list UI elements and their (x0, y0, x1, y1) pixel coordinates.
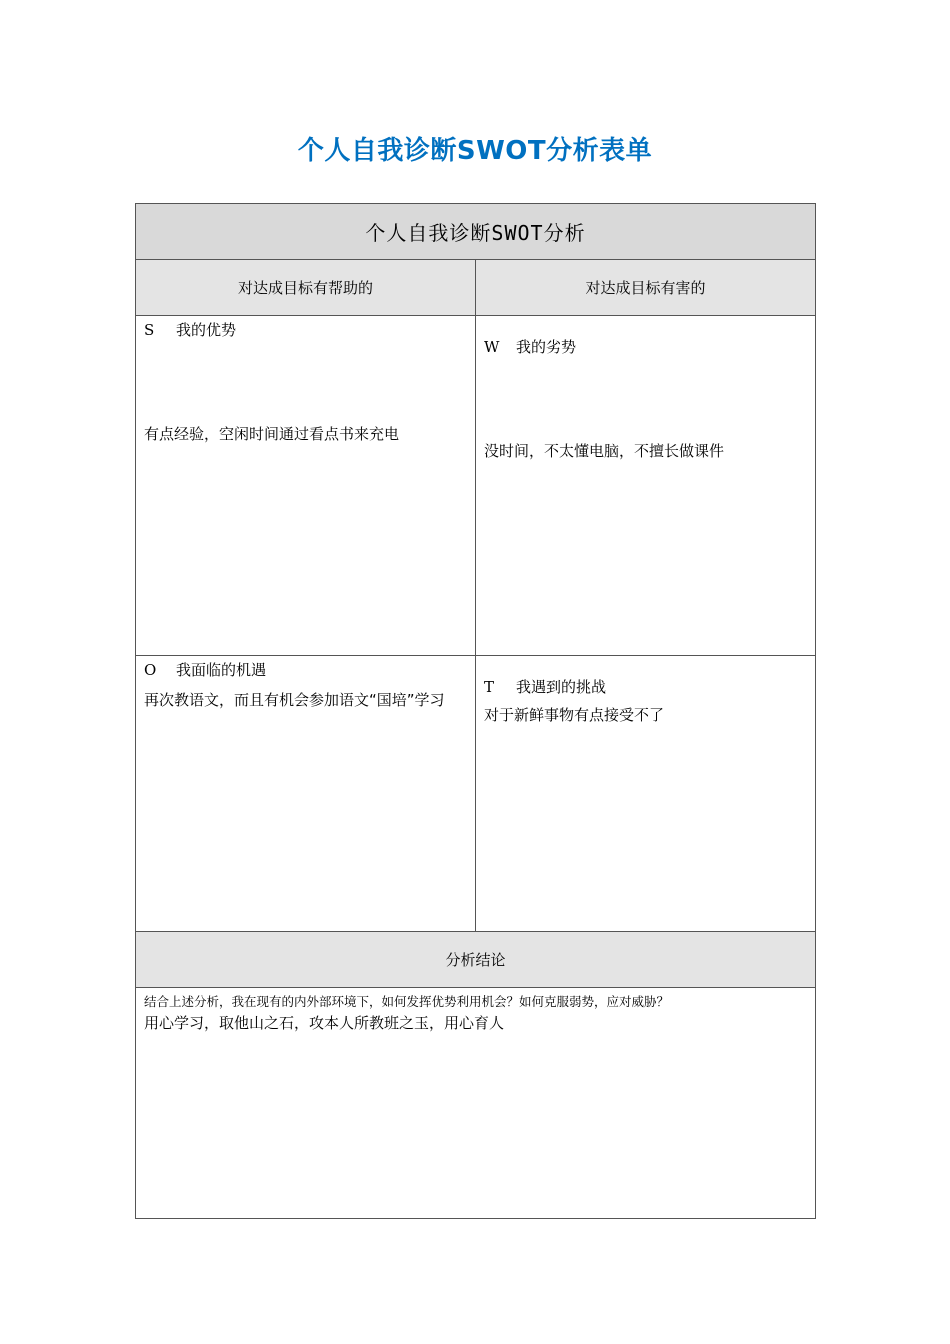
swot-table (135, 203, 816, 1219)
strengths-label: 我的优势 (176, 321, 237, 339)
threats-cell (476, 656, 816, 932)
strengths-cell (136, 316, 476, 656)
weaknesses-heading (484, 337, 807, 357)
threats-label: 我遇到的挑战 (516, 678, 607, 696)
threats-heading (484, 677, 807, 697)
strengths-heading (144, 320, 467, 340)
weaknesses-content: 没时间，不太懂电脑，不擅长做课件 (484, 442, 725, 460)
weaknesses-letter: W (484, 338, 500, 356)
opportunities-heading (144, 660, 467, 680)
threats-content: 对于新鲜事物有点接受不了 (484, 706, 665, 724)
harmful-column-header: 对达成目标有害的 (476, 260, 816, 316)
conclusion-prompt: 结合上述分析，我在现有的内外部环境下，如何发挥优势利用机会？如何克服弱势，应对威胁？ (144, 994, 670, 1009)
conclusion-answer: 用心学习，取他山之石，攻本人所教班之玉，用心育人 (144, 1014, 505, 1032)
opportunities-content: 再次教语文，而且有机会参加语文“国培”学习 (144, 691, 445, 709)
strengths-letter: S (144, 321, 155, 339)
threats-letter: T (484, 678, 495, 696)
document-title: 个人自我诊断SWOT分析表单 (297, 136, 653, 166)
table-banner: 个人自我诊断SWOT分析 (136, 204, 816, 260)
weaknesses-label: 我的劣势 (516, 338, 577, 356)
conclusion-header: 分析结论 (136, 932, 816, 988)
conclusion-cell (136, 988, 816, 1219)
opportunities-label: 我面临的机遇 (176, 661, 267, 679)
weaknesses-cell (476, 316, 816, 656)
opportunities-letter: O (144, 661, 157, 679)
strengths-content: 有点经验，空闲时间通过看点书来充电 (144, 425, 400, 443)
helpful-column-header: 对达成目标有帮助的 (136, 260, 476, 316)
opportunities-cell (136, 656, 476, 932)
